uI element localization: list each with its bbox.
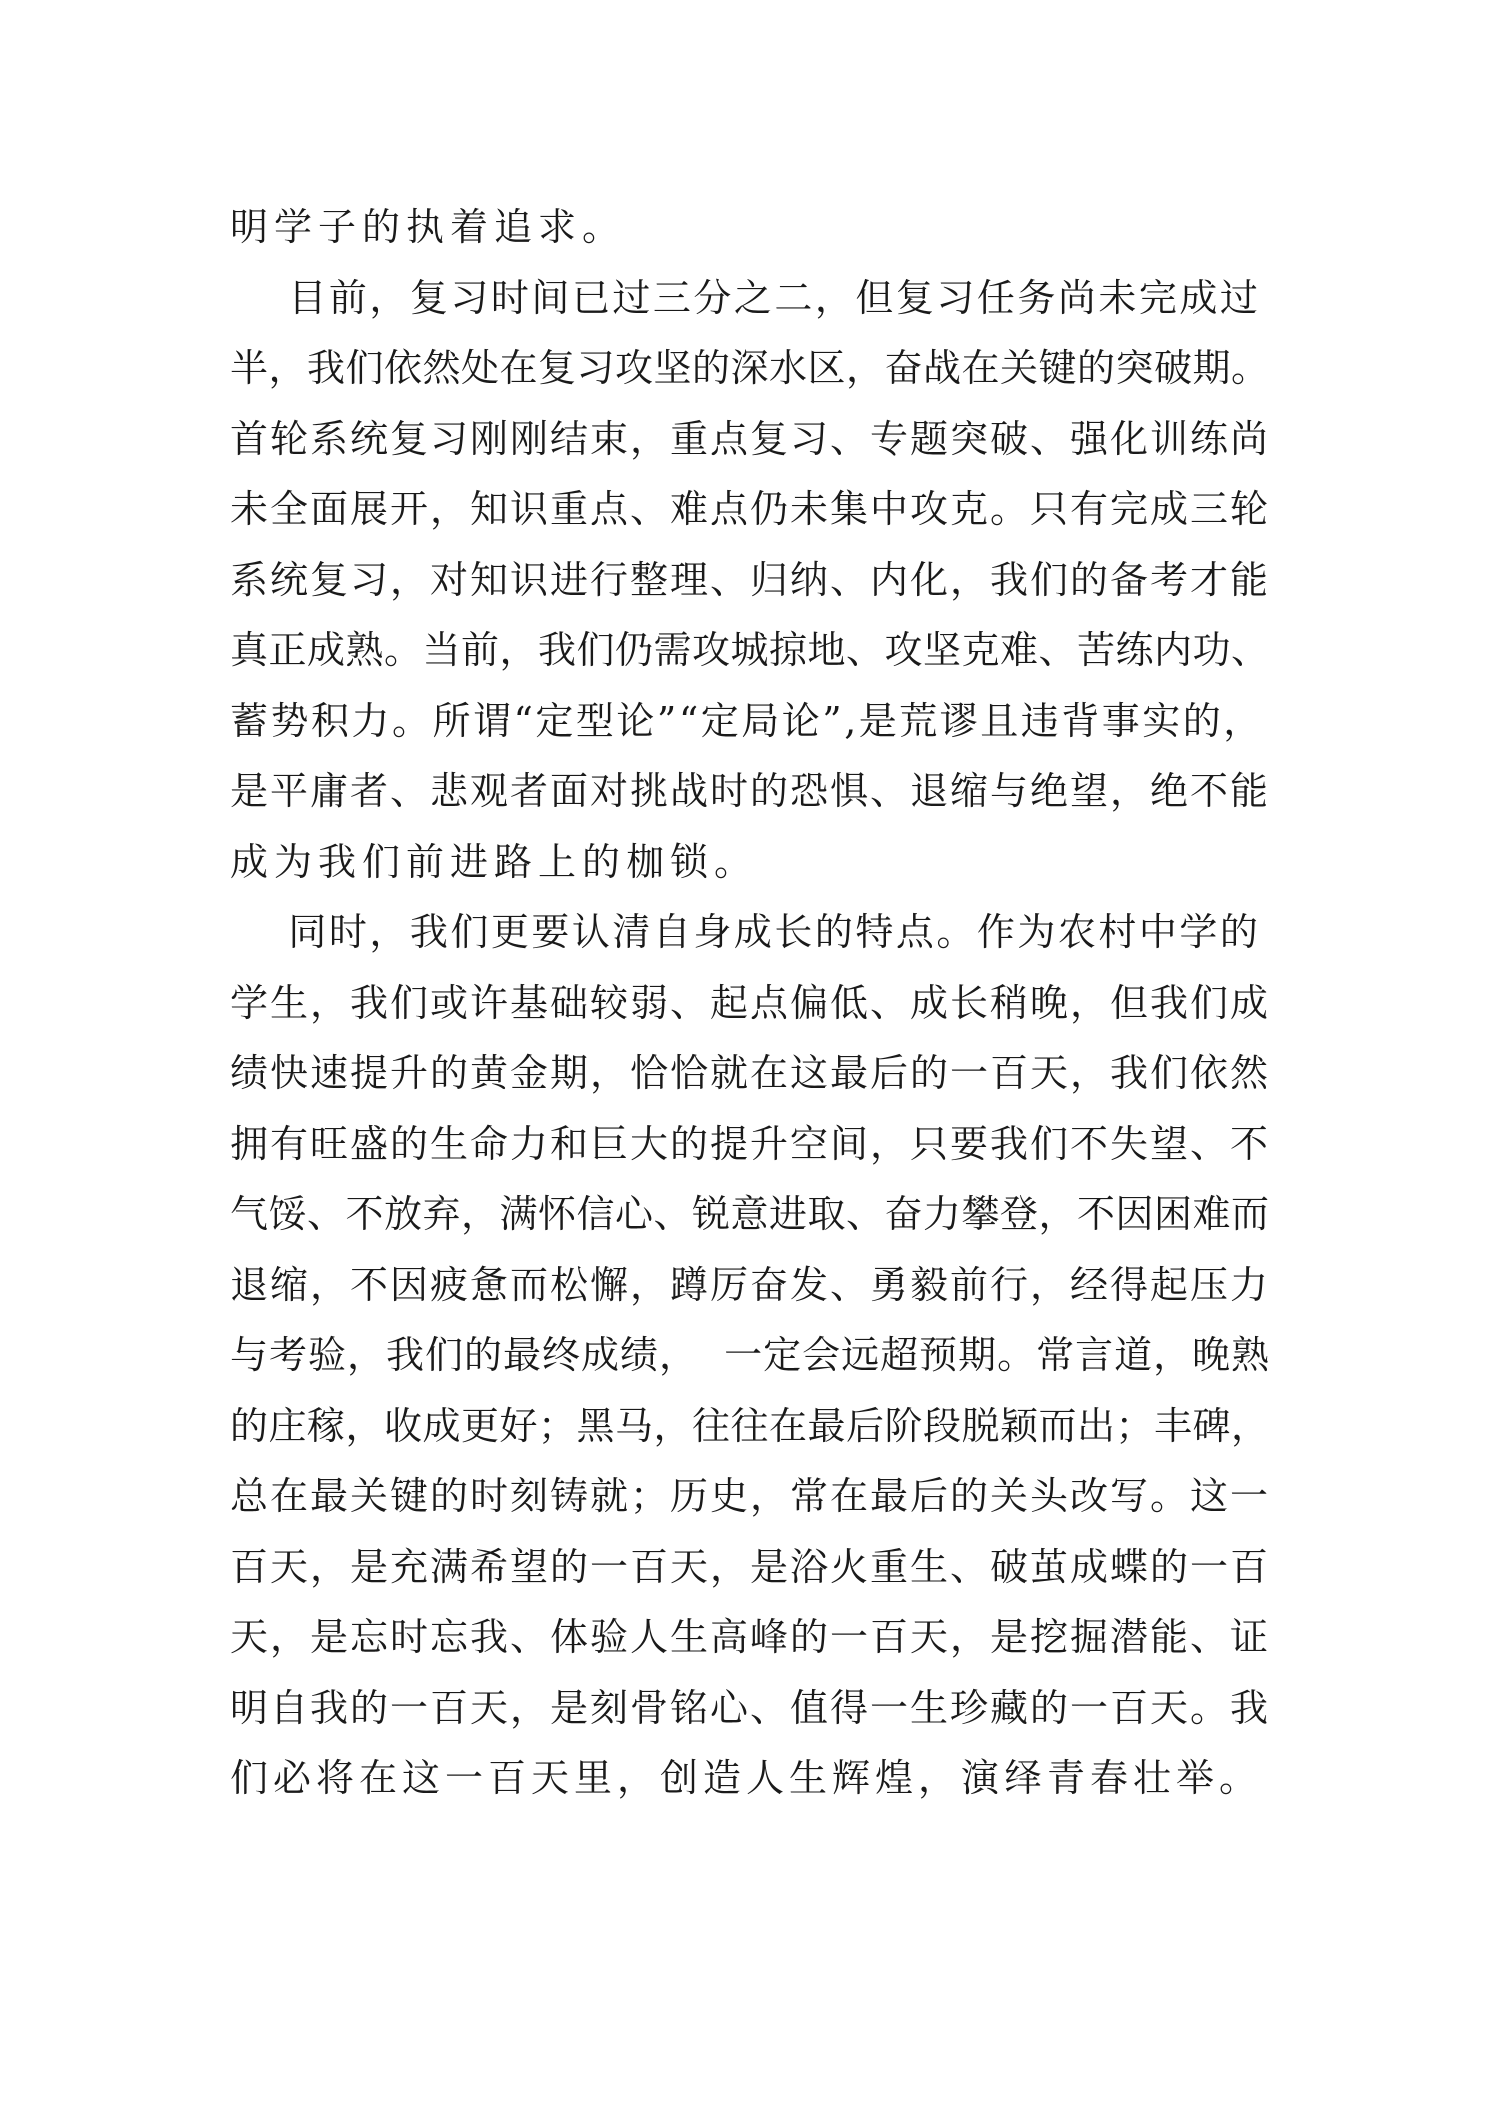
text-line: 们必将在这一百天里，创造人生辉煌，演绎青春壮举。 <box>230 1756 1263 1800</box>
text-line: 与考验，我们的最终成绩， 一定会远超预期。常言道，晚熟 <box>230 1333 1271 1377</box>
text-line: 同时，我们更要认清自身成长的特点。作为农村中学的 <box>230 910 1261 954</box>
text-line: 明学子的执着追求。 <box>230 205 627 249</box>
text-line: 绩快速提升的黄金期，恰恰就在这最后的一百天，我们依然 <box>230 1051 1271 1095</box>
text-line: 气馁、不放弃，满怀信心、锐意进取、奋力攀登，不因困难而 <box>230 1192 1270 1236</box>
text-line: 目前，复习时间已过三分之二，但复习任务尚未完成过 <box>230 275 1261 320</box>
text-line: 学生，我们或许基础较弱、起点偏低、成长稍晚，但我们成 <box>230 980 1271 1025</box>
text-line: 百天，是充满希望的一百天，是浴火重生、破茧成蝶的一百 <box>230 1544 1271 1589</box>
text-line: 天，是忘时忘我、体验人生高峰的一百天，是挖掘潜能、证 <box>230 1615 1271 1659</box>
body-text <box>230 192 1270 1814</box>
text-line: 成为我们前进路上的枷锁。 <box>230 839 759 884</box>
text-line: 蓄势积力。所谓“定型论”“定局论”,是荒谬且违背事实的， <box>230 698 1264 743</box>
text-line: 未全面展开，知识重点、难点仍未集中攻克。只有完成三轮 <box>230 487 1271 531</box>
text-line: 拥有旺盛的生命力和巨大的提升空间，只要我们不失望、不 <box>230 1121 1271 1166</box>
text-line: 明自我的一百天，是刻骨铭心、值得一生珍藏的一百天。我 <box>230 1685 1271 1730</box>
text-line: 总在最关键的时刻铸就；历史，常在最后的关头改写。这一 <box>230 1474 1271 1518</box>
text-line: 首轮系统复习刚刚结束，重点复习、专题突破、强化训练尚 <box>230 416 1271 461</box>
text-line: 是平庸者、悲观者面对挑战时的恐惧、退缩与绝望，绝不能 <box>230 769 1271 813</box>
text-line: 退缩，不因疲惫而松懈，蹲厉奋发、勇毅前行，经得起压力 <box>230 1262 1271 1307</box>
text-line: 半，我们依然处在复习攻坚的深水区，奋战在关键的突破期。 <box>230 346 1270 390</box>
text-line: 真正成熟。当前，我们仍需攻城掠地、攻坚克难、苦练内功、 <box>230 628 1270 672</box>
text-line: 系统复习，对知识进行整理、归纳、内化，我们的备考才能 <box>230 557 1271 602</box>
text-line: 的庄稼，收成更好；黑马，往往在最后阶段脱颖而出；丰碑， <box>230 1403 1270 1448</box>
